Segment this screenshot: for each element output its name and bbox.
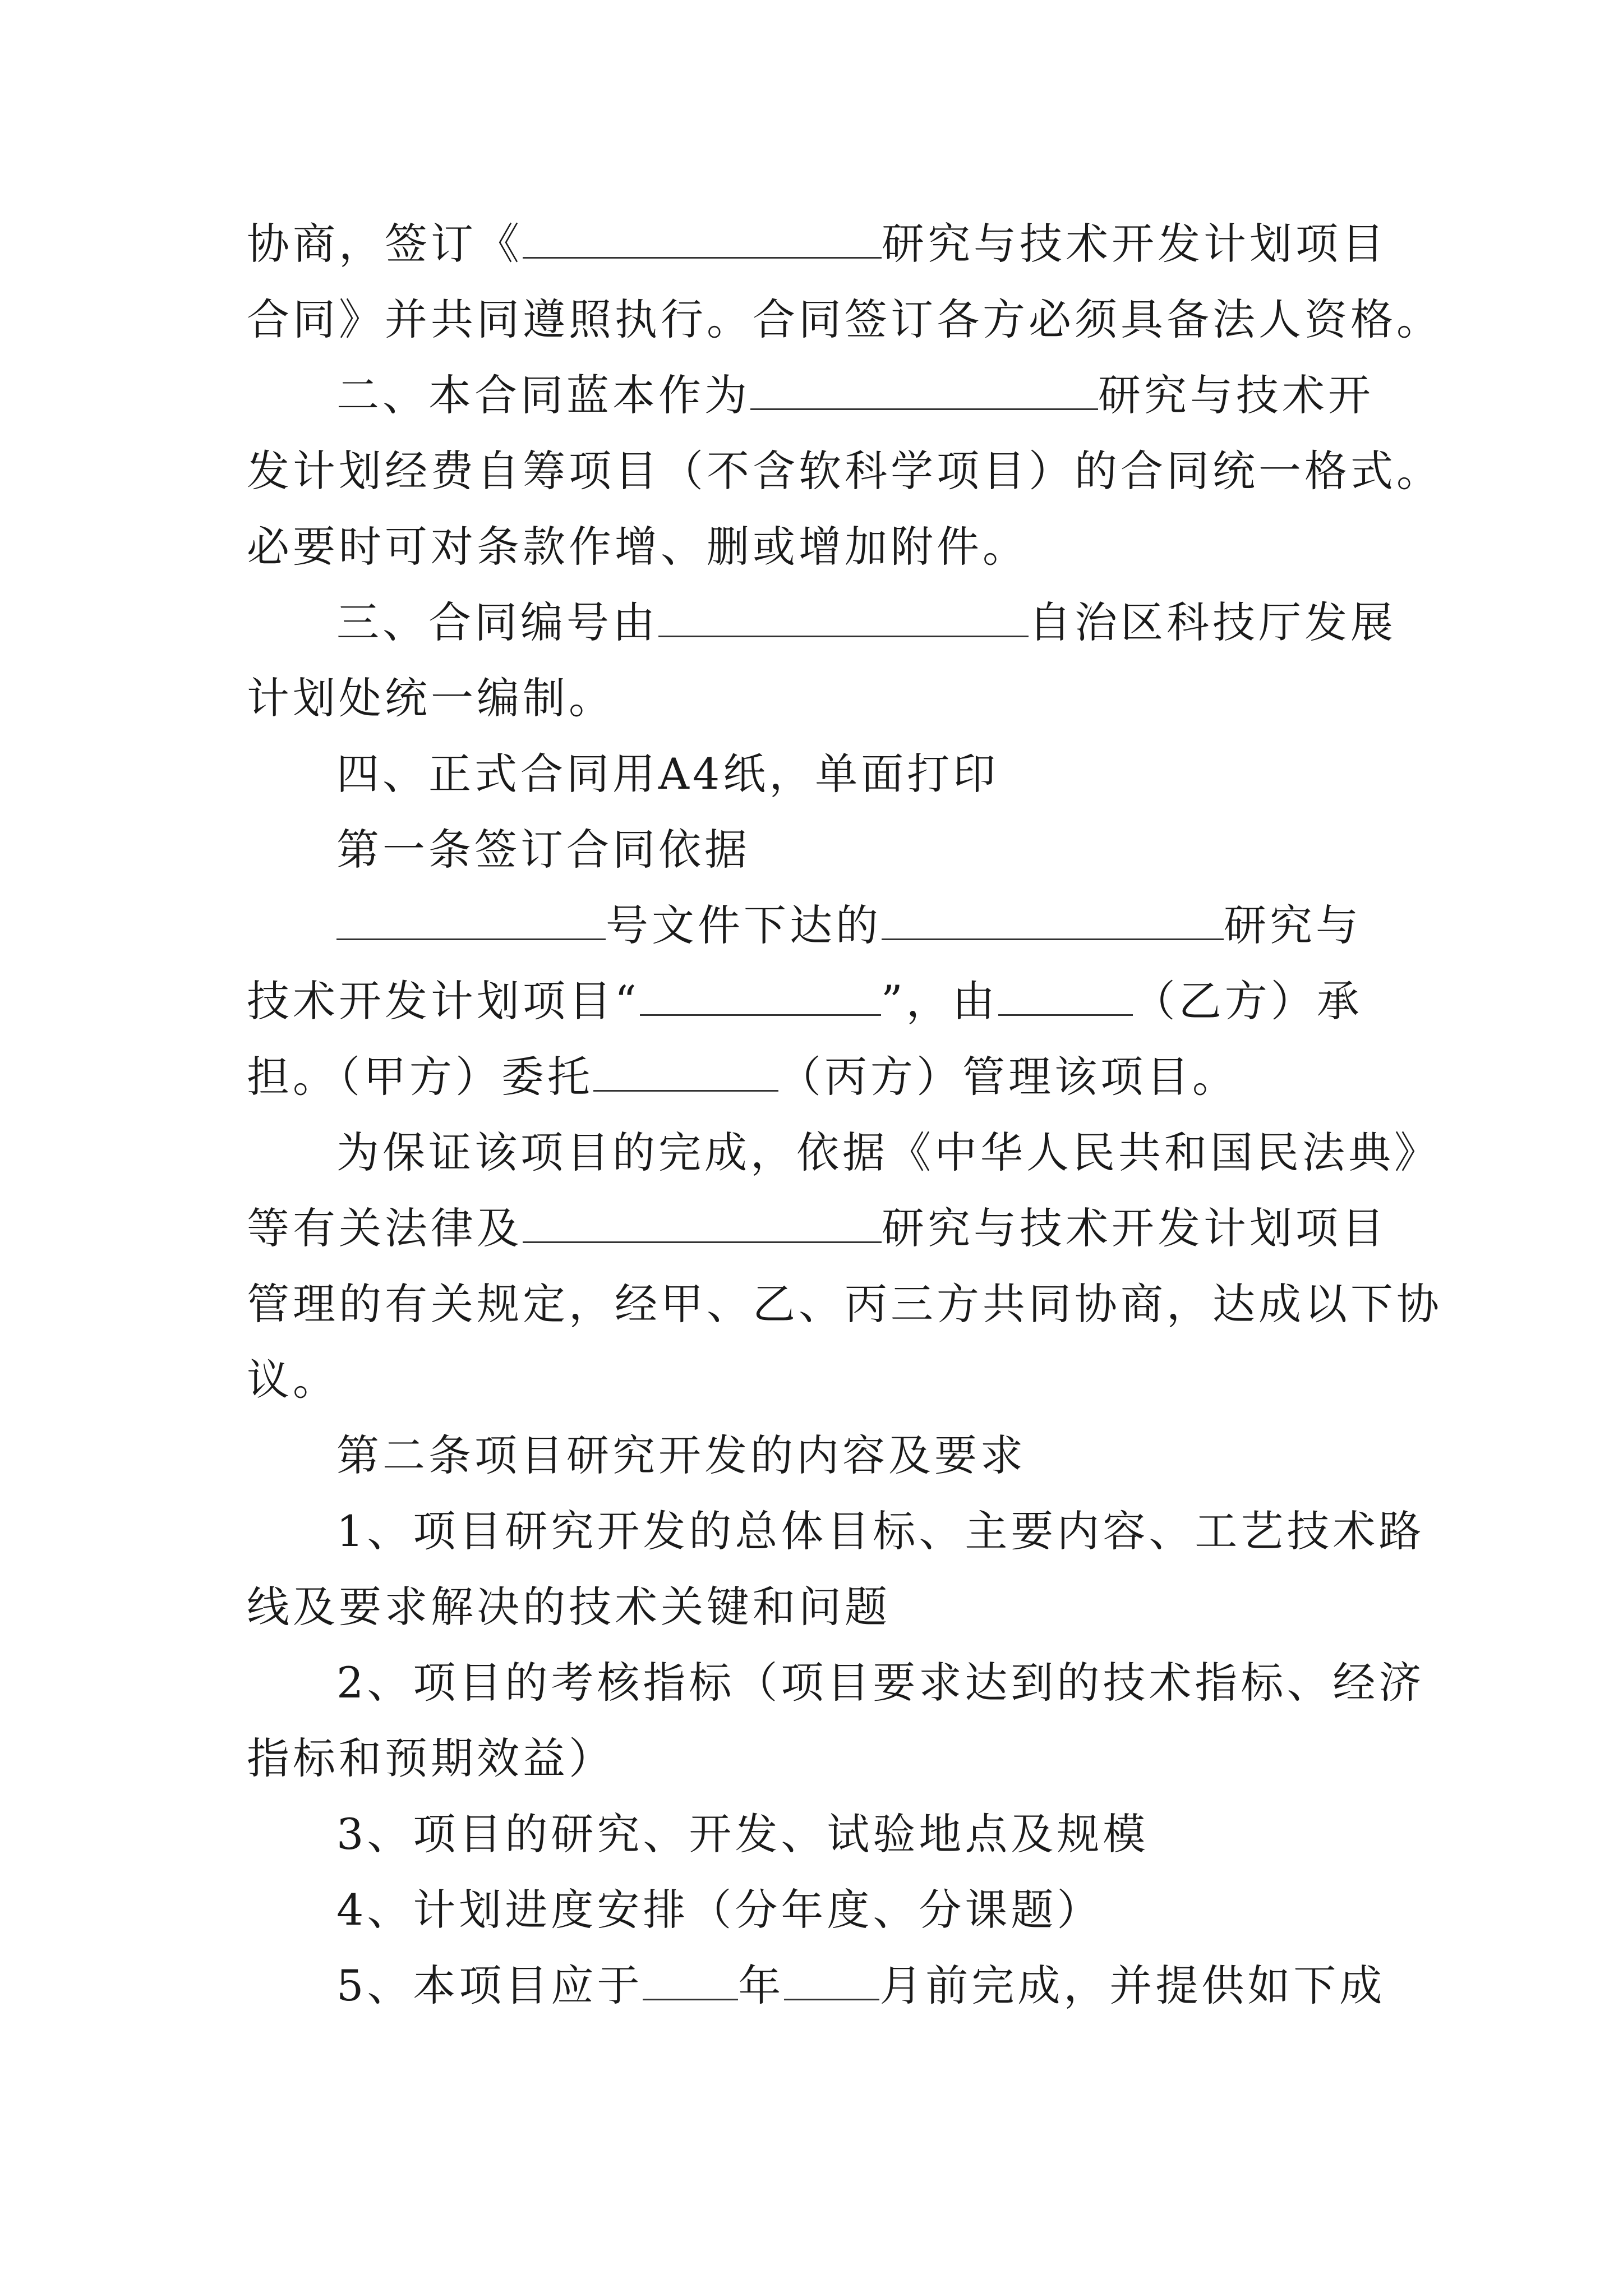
text-segment: 三、合同编号由 xyxy=(336,597,658,647)
fill-in-blank[interactable] xyxy=(750,369,1098,410)
text-segment: 研究与技术开发计划项目 xyxy=(882,1203,1387,1253)
text-line xyxy=(247,1579,1391,1635)
text-segment: 号文件下达的 xyxy=(606,900,882,950)
text-segment: 协商，签订《 xyxy=(247,219,523,269)
text-segment: 研究与技术开 xyxy=(1098,370,1374,420)
fill-in-blank[interactable] xyxy=(658,596,1029,637)
text-segment: ”，由 xyxy=(880,976,998,1026)
fill-in-blank[interactable] xyxy=(523,218,882,259)
text-segment: 计划处统一编制。 xyxy=(247,673,615,723)
text-segment: 5、本项目应于 xyxy=(336,1961,643,2010)
text-segment: 研究与 xyxy=(1224,900,1362,950)
text-segment: 研究与技术开发计划项目 xyxy=(882,219,1387,269)
text-segment: 技术开发计划项目“ xyxy=(247,976,640,1026)
text-line xyxy=(247,1352,1391,1408)
fill-in-blank[interactable] xyxy=(523,1202,882,1243)
text-segment: 3、项目的研究、开发、试验地点及规模 xyxy=(336,1809,1149,1859)
fill-in-blank[interactable] xyxy=(640,975,881,1016)
text-segment: （丙方）管理该项目。 xyxy=(778,1052,1238,1102)
text-segment: 必要时可对条款作增、删或增加附件。 xyxy=(247,522,1029,572)
text-line xyxy=(247,519,1391,575)
text-segment: 2、项目的考核指标（项目要求达到的技术指标、经济 xyxy=(336,1658,1425,1708)
text-line xyxy=(336,1503,1481,1559)
text-line xyxy=(336,1125,1481,1181)
text-line xyxy=(336,367,1481,424)
fill-in-blank[interactable] xyxy=(998,975,1133,1016)
text-line xyxy=(247,670,1391,726)
text-segment: 为保证该项目的完成，依据《中华人民共和国民法典》 xyxy=(336,1128,1440,1177)
text-segment: 发计划经费自筹项目（不含软科学项目）的合同统一格式。 xyxy=(247,446,1442,496)
text-segment: 指标和预期效益） xyxy=(247,1733,615,1783)
fill-in-blank[interactable] xyxy=(336,899,606,940)
text-segment: 自治区科技厅发展 xyxy=(1029,597,1396,647)
text-segment: 管理的有关规定，经甲、乙、丙三方共同协商，达成以下协 xyxy=(247,1279,1442,1329)
text-line xyxy=(336,746,1481,802)
text-segment: 第二条项目研究开发的内容及要求 xyxy=(336,1430,1026,1480)
text-segment: 合同》并共同遵照执行。合同签订各方必须具备法人资格。 xyxy=(247,295,1442,344)
text-segment: 担。（甲方）委托 xyxy=(247,1052,593,1102)
text-line xyxy=(336,1655,1481,1711)
text-line xyxy=(336,822,1481,878)
text-line xyxy=(247,1731,1391,1787)
text-segment: 年 xyxy=(738,1961,785,2010)
text-line xyxy=(247,1276,1442,1332)
fill-in-blank[interactable] xyxy=(882,899,1224,940)
text-segment: 四、正式合同用A4纸，单面打印 xyxy=(336,749,999,799)
text-line xyxy=(336,1428,1481,1484)
text-line xyxy=(247,973,1391,1029)
text-line xyxy=(247,443,1442,499)
text-line xyxy=(336,898,1481,954)
text-line xyxy=(336,595,1481,651)
text-segment: 4、计划进度安排（分年度、分课题） xyxy=(336,1885,1103,1935)
text-line xyxy=(247,292,1442,348)
text-segment: （乙方）承 xyxy=(1132,976,1363,1026)
text-segment: 第一条签订合同依据 xyxy=(336,825,750,875)
text-line xyxy=(247,1049,1391,1105)
text-line xyxy=(336,1958,1481,2014)
text-segment: 等有关法律及 xyxy=(247,1203,523,1253)
fill-in-blank[interactable] xyxy=(643,1959,738,2000)
fill-in-blank[interactable] xyxy=(784,1959,879,2000)
fill-in-blank[interactable] xyxy=(593,1051,778,1092)
text-segment: 月前完成，并提供如下成 xyxy=(879,1961,1386,2010)
text-line xyxy=(247,1200,1391,1257)
text-line xyxy=(336,1806,1481,1862)
text-segment: 线及要求解决的技术关键和问题 xyxy=(247,1582,891,1632)
text-line xyxy=(247,216,1391,272)
text-segment: 二、本合同蓝本作为 xyxy=(336,370,750,420)
text-segment: 议。 xyxy=(247,1355,339,1405)
text-segment: 1、项目研究开发的总体目标、主要内容、工艺技术路 xyxy=(336,1506,1425,1556)
text-line xyxy=(336,1882,1481,1938)
